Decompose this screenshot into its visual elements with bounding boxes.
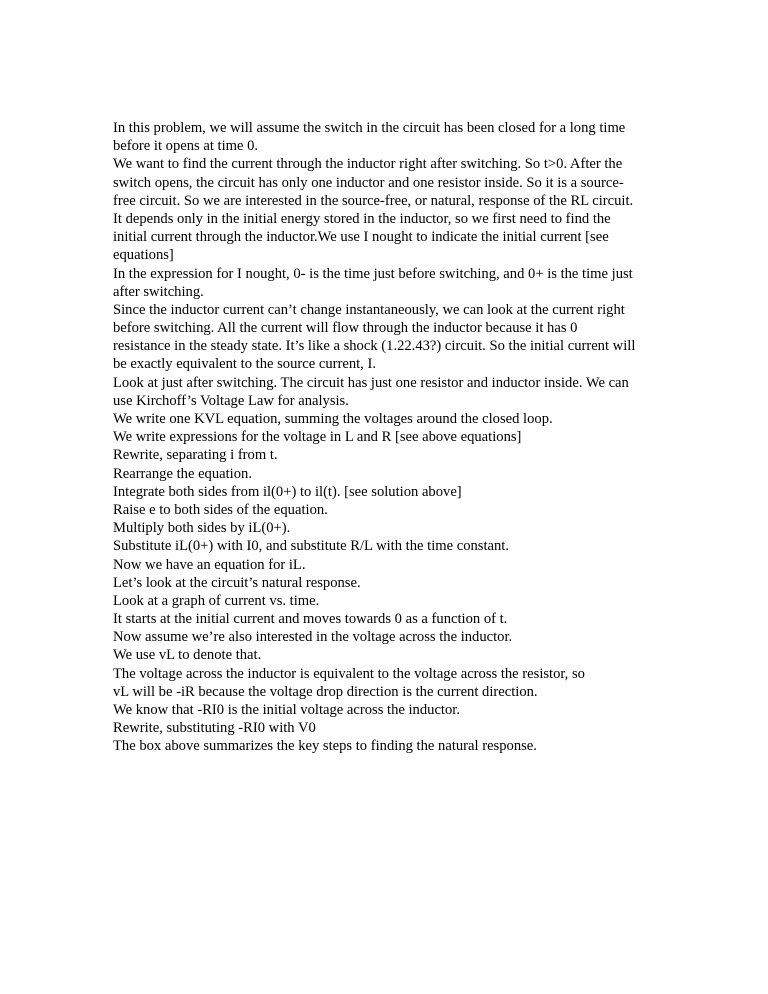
text-line: Let’s look at the circuit’s natural response.	[113, 574, 361, 591]
text-line: Now we have an equation for iL.	[113, 556, 306, 573]
text-line: resistance in the steady state. It’s like a shock (1.22.43?) circuit. So the initial current will	[113, 338, 636, 355]
text-line: Look at a graph of current vs. time.	[113, 592, 320, 609]
text-line: We know that -RI0 is the initial voltage across the inductor.	[113, 702, 460, 718]
text-line: before it opens at time 0.	[113, 138, 259, 155]
text-line: Rearrange the equation.	[113, 465, 252, 482]
text-line: Integrate both sides from il(0+) to il(t). [see solution above]	[113, 483, 462, 500]
text-line: In this problem, we will assume the switch in the circuit has been closed for a long time	[113, 120, 626, 136]
text-line: initial current through the inductor.We use I nought to indicate the initial current [see	[113, 229, 609, 246]
text-line: Substitute iL(0+) with I0, and substitute R/L with the time constant.	[113, 538, 510, 555]
text-line: switch opens, the circuit has only one inductor and one resistor inside. So it is a source-	[113, 174, 624, 191]
text-line: after switching.	[113, 283, 204, 300]
text-line: be exactly equivalent to the source current, I.	[113, 356, 376, 373]
text-line: In the expression for I nought, 0- is the time just before switching, and 0+ is the time just	[113, 265, 633, 282]
text-line: Multiply both sides by iL(0+).	[113, 520, 291, 537]
body-text	[113, 119, 663, 756]
text-line: It starts at the initial current and moves towards 0 as a function of t.	[113, 611, 508, 628]
text-line: Rewrite, substituting -RI0 with V0	[113, 720, 316, 737]
text-line: vL will be -iR because the voltage drop direction is the current direction.	[113, 683, 538, 700]
text-line: The box above summarizes the key steps to finding the natural response.	[113, 738, 537, 755]
text-line: Rewrite, separating i from t.	[113, 447, 278, 464]
text-line: free circuit. So we are interested in the source-free, or natural, response of the RL circuit.	[113, 192, 634, 209]
text-line: Raise e to both sides of the equation.	[113, 501, 328, 518]
text-line: Look at just after switching. The circuit has just one resistor and inductor inside. We can	[113, 374, 629, 391]
text-line: The voltage across the inductor is equivalent to the voltage across the resistor, so	[113, 665, 585, 682]
text-line: equations]	[113, 247, 174, 264]
text-line: It depends only in the initial energy stored in the inductor, so we first need to find the	[113, 210, 611, 227]
text-line: before switching. All the current will flow through the inductor because it has 0	[113, 320, 578, 337]
text-line: We use vL to denote that.	[113, 647, 262, 664]
text-line: We write one KVL equation, summing the voltages around the closed loop.	[113, 411, 553, 427]
text-line: Now assume we’re also interested in the voltage across the inductor.	[113, 629, 513, 646]
text-line: Since the inductor current can’t change instantaneously, we can look at the current right	[113, 301, 625, 318]
text-line: We write expressions for the voltage in L and R [see above equations]	[113, 429, 522, 446]
text-line: We want to find the current through the inductor right after switching. So t>0. After the	[113, 156, 623, 173]
text-line: use Kirchoff’s Voltage Law for analysis.	[113, 392, 349, 409]
